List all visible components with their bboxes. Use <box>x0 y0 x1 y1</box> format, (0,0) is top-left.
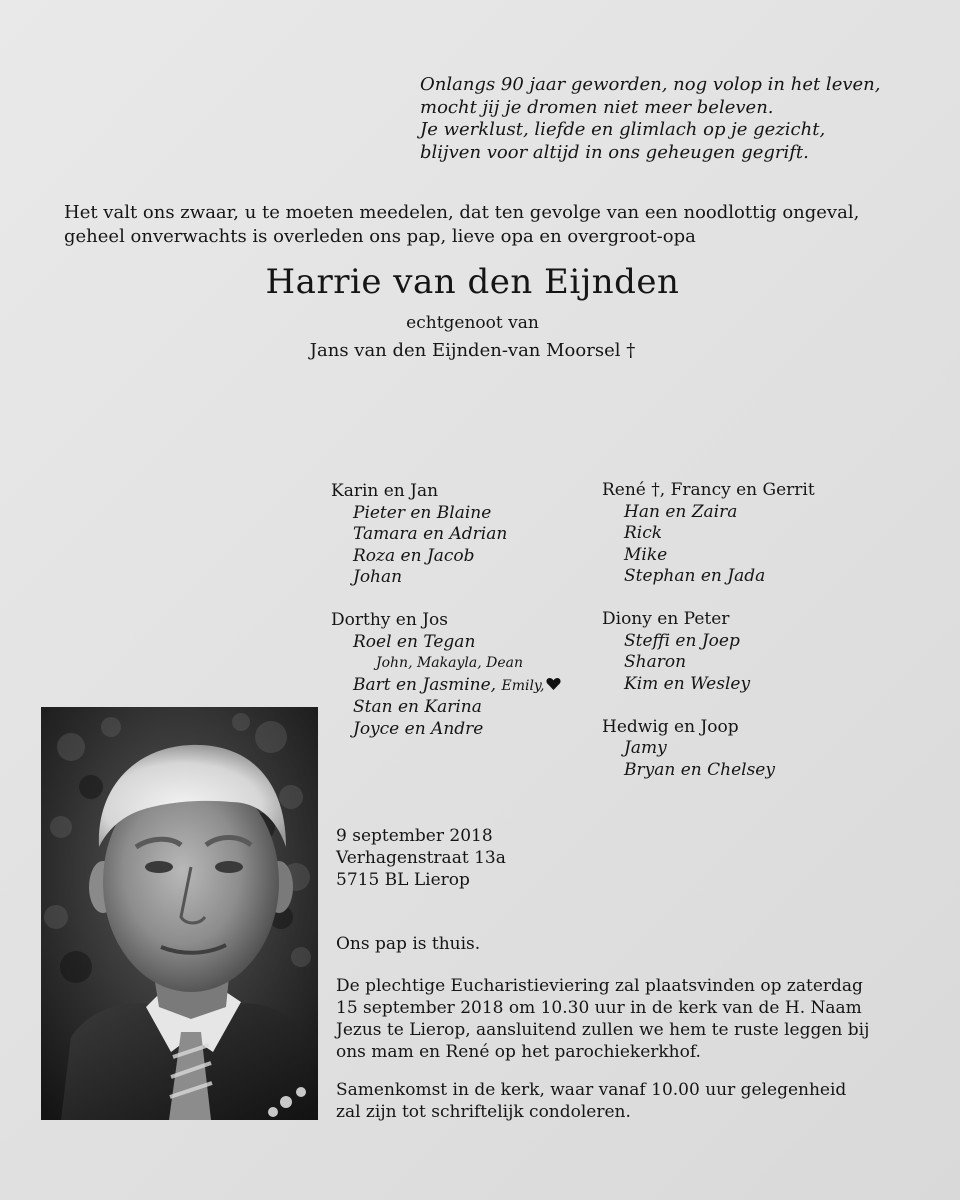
service-notice <box>336 975 906 1063</box>
family-child-names: Bart en Jasmine, <box>353 674 497 695</box>
announcement-text <box>64 201 894 249</box>
family-child: Roel en Tegan <box>353 631 476 652</box>
family-child: Roza en Jacob <box>353 545 475 566</box>
service-line: 15 september 2018 om 10.30 uur in de kerk van de H. Naam <box>336 998 862 1018</box>
family-child: Steffi en Joep <box>624 630 740 651</box>
service-line: Jezus te Lierop, aansluitend zullen we hem te ruste leggen bij <box>336 1020 870 1040</box>
announcement-line: Het valt ons zwaar, u te moeten meedelen, dat ten gevolge van een noodlottig ongeval, <box>64 202 860 223</box>
family-child: Johan <box>353 567 403 587</box>
family-head: Karin en Jan <box>331 481 439 501</box>
spouse-name: Jans van den Eijnden-van Moorsel † <box>309 340 636 361</box>
condolence-line: zal zijn tot schriftelijk condoleren. <box>336 1102 631 1122</box>
heart-icon <box>546 676 561 698</box>
poem-line: mocht jij je dromen niet meer beleven. <box>420 96 774 118</box>
street-text: Verhagenstraat 13a <box>336 848 506 868</box>
family-child: Rick <box>624 523 663 543</box>
family-child: Bryan en Chelsey <box>624 759 775 780</box>
poem-line: Je werklust, liefde en glimlach op je gezicht, <box>420 119 826 140</box>
portrait-photo <box>41 707 318 1120</box>
family-child: Tamara en Adrian <box>353 524 508 544</box>
poem-line: Onlangs 90 jaar geworden, nog volop in het leven, <box>420 74 881 95</box>
family-grandchild: Emily, <box>501 677 545 694</box>
family-child: Stephan en Jada <box>624 566 766 586</box>
deceased-name: Harrie van den Eijnden <box>265 262 680 302</box>
spouse-label: echtgenoot van <box>406 313 539 333</box>
family-group <box>602 609 922 695</box>
family-group <box>602 717 922 782</box>
family-head: René †, Francy en Gerrit <box>602 480 815 500</box>
family-child: Pieter en Blaine <box>353 502 492 523</box>
condolence-line: Samenkomst in de kerk, waar vanaf 10.00 uur gelegenheid <box>336 1080 847 1100</box>
family-child: Sharon <box>624 652 687 672</box>
family-child: Mike <box>624 544 668 565</box>
family-group <box>331 610 591 740</box>
condolence-notice <box>336 1079 906 1123</box>
family-child: Stan en Karina <box>353 697 482 717</box>
poem <box>420 74 890 164</box>
family-child: Jamy <box>624 738 667 758</box>
family-head: Dorthy en Jos <box>331 610 448 630</box>
announcement-line: geheel onverwachts is overleden ons pap, lieve opa en overgroot-opa <box>64 226 696 247</box>
poem-line: blijven voor altijd in ons geheugen gegrift. <box>420 141 809 163</box>
home-notice-text: Ons pap is thuis. <box>336 934 481 954</box>
family-child: Kim en Wesley <box>624 673 751 694</box>
family-head: Diony en Peter <box>602 609 730 629</box>
family-column-right <box>602 480 922 803</box>
family-grandchildren: John, Makayla, Dean <box>376 655 523 671</box>
family-column-left <box>331 481 591 762</box>
service-line: ons mam en René op het parochiekerkhof. <box>336 1042 701 1062</box>
family-group <box>602 480 922 588</box>
city-text: 5715 BL Lierop <box>336 870 470 890</box>
address-block <box>336 825 506 891</box>
family-child: Joyce en Andre <box>353 718 484 739</box>
family-head: Hedwig en Joop <box>602 716 739 737</box>
home-notice <box>336 933 906 955</box>
service-line: De plechtige Eucharistieviering zal plaatsvinden op zaterdag <box>336 976 863 996</box>
family-group <box>331 481 591 589</box>
date-text: 9 september 2018 <box>336 826 493 846</box>
family-child: Han en Zaira <box>624 501 738 522</box>
family-child <box>331 675 591 698</box>
